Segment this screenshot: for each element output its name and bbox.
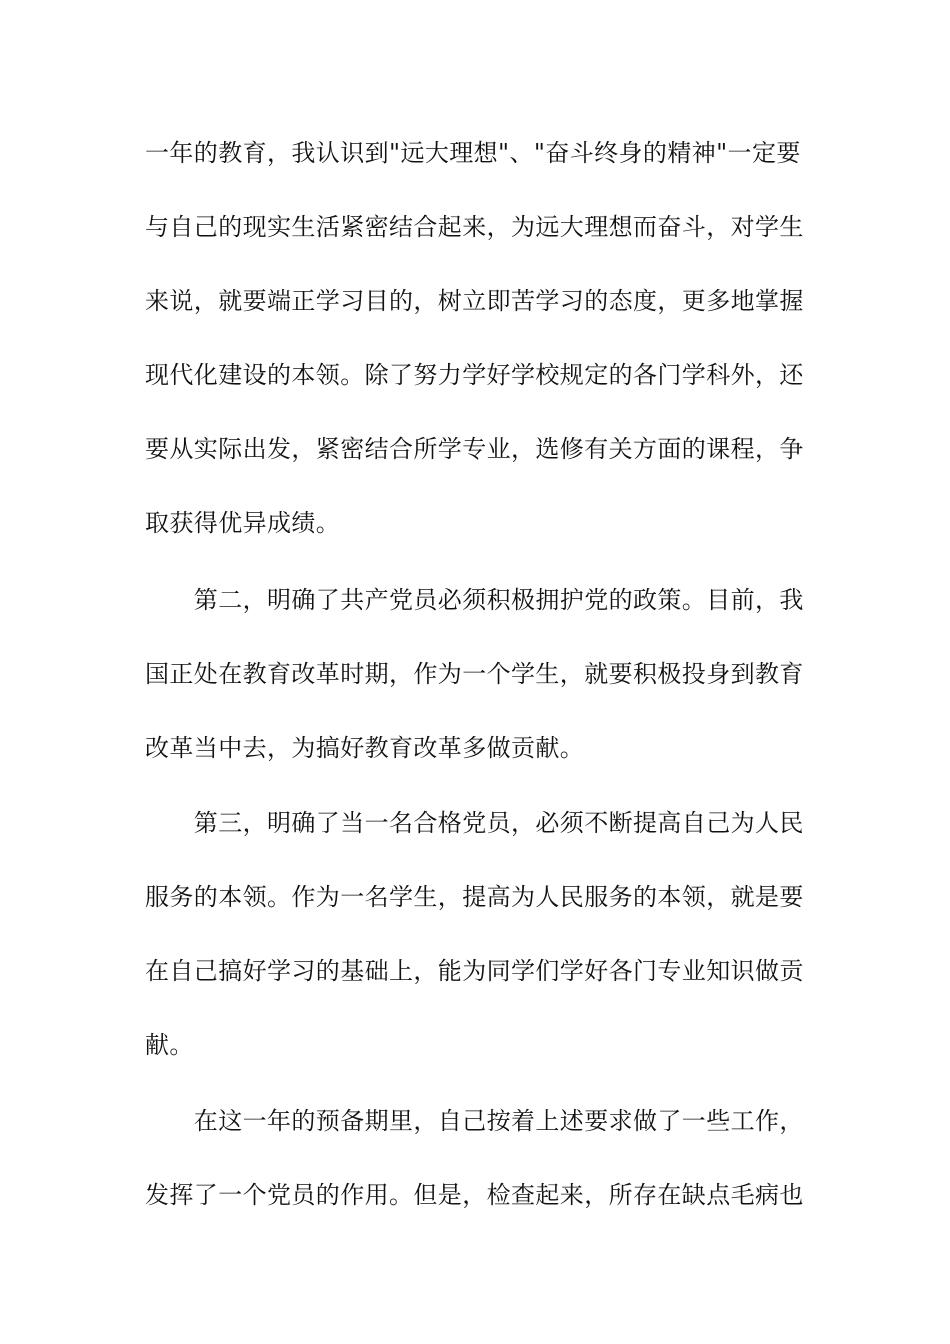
text-line: 改革当中去，为搞好教育改革多做贡献。 [145,734,585,762]
text-line: 第二，明确了共产党员必须积极拥护党的政策。目前，我 [145,586,804,614]
text-line: 发挥了一个党员的作用。但是，检查起来，所存在缺点毛病也 [145,1181,804,1209]
text-line: 一年的教育，我认识到"远大理想"、"奋斗终身的精神"一定要 [145,139,801,167]
text-line: 在这一年的预备期里，自己按着上述要求做了一些工作， [145,1107,804,1135]
text-line: 现代化建设的本领。除了努力学好学校规定的各门学科外，还 [145,361,804,389]
text-line: 国正处在教育改革时期，作为一个学生，就要积极投身到教育 [145,660,804,688]
text-line: 取获得优异成绩。 [145,509,341,537]
text-line: 来说，就要端正学习目的，树立即苦学习的态度，更多地掌握 [145,287,804,315]
text-line: 在自己搞好学习的基础上，能为同学们学好各门专业知识做贡 [145,957,804,985]
text-line: 服务的本领。作为一名学生，提高为人民服务的本领，就是要 [145,883,804,911]
text-line: 与自己的现实生活紧密结合起来，为远大理想而奋斗，对学生 [145,213,804,241]
text-line: 要从实际出发，紧密结合所学专业，选修有关方面的课程，争 [145,435,804,463]
text-line: 第三，明确了当一名合格党员，必须不断提高自己为人民 [145,809,804,837]
text-line: 献。 [145,1031,194,1059]
